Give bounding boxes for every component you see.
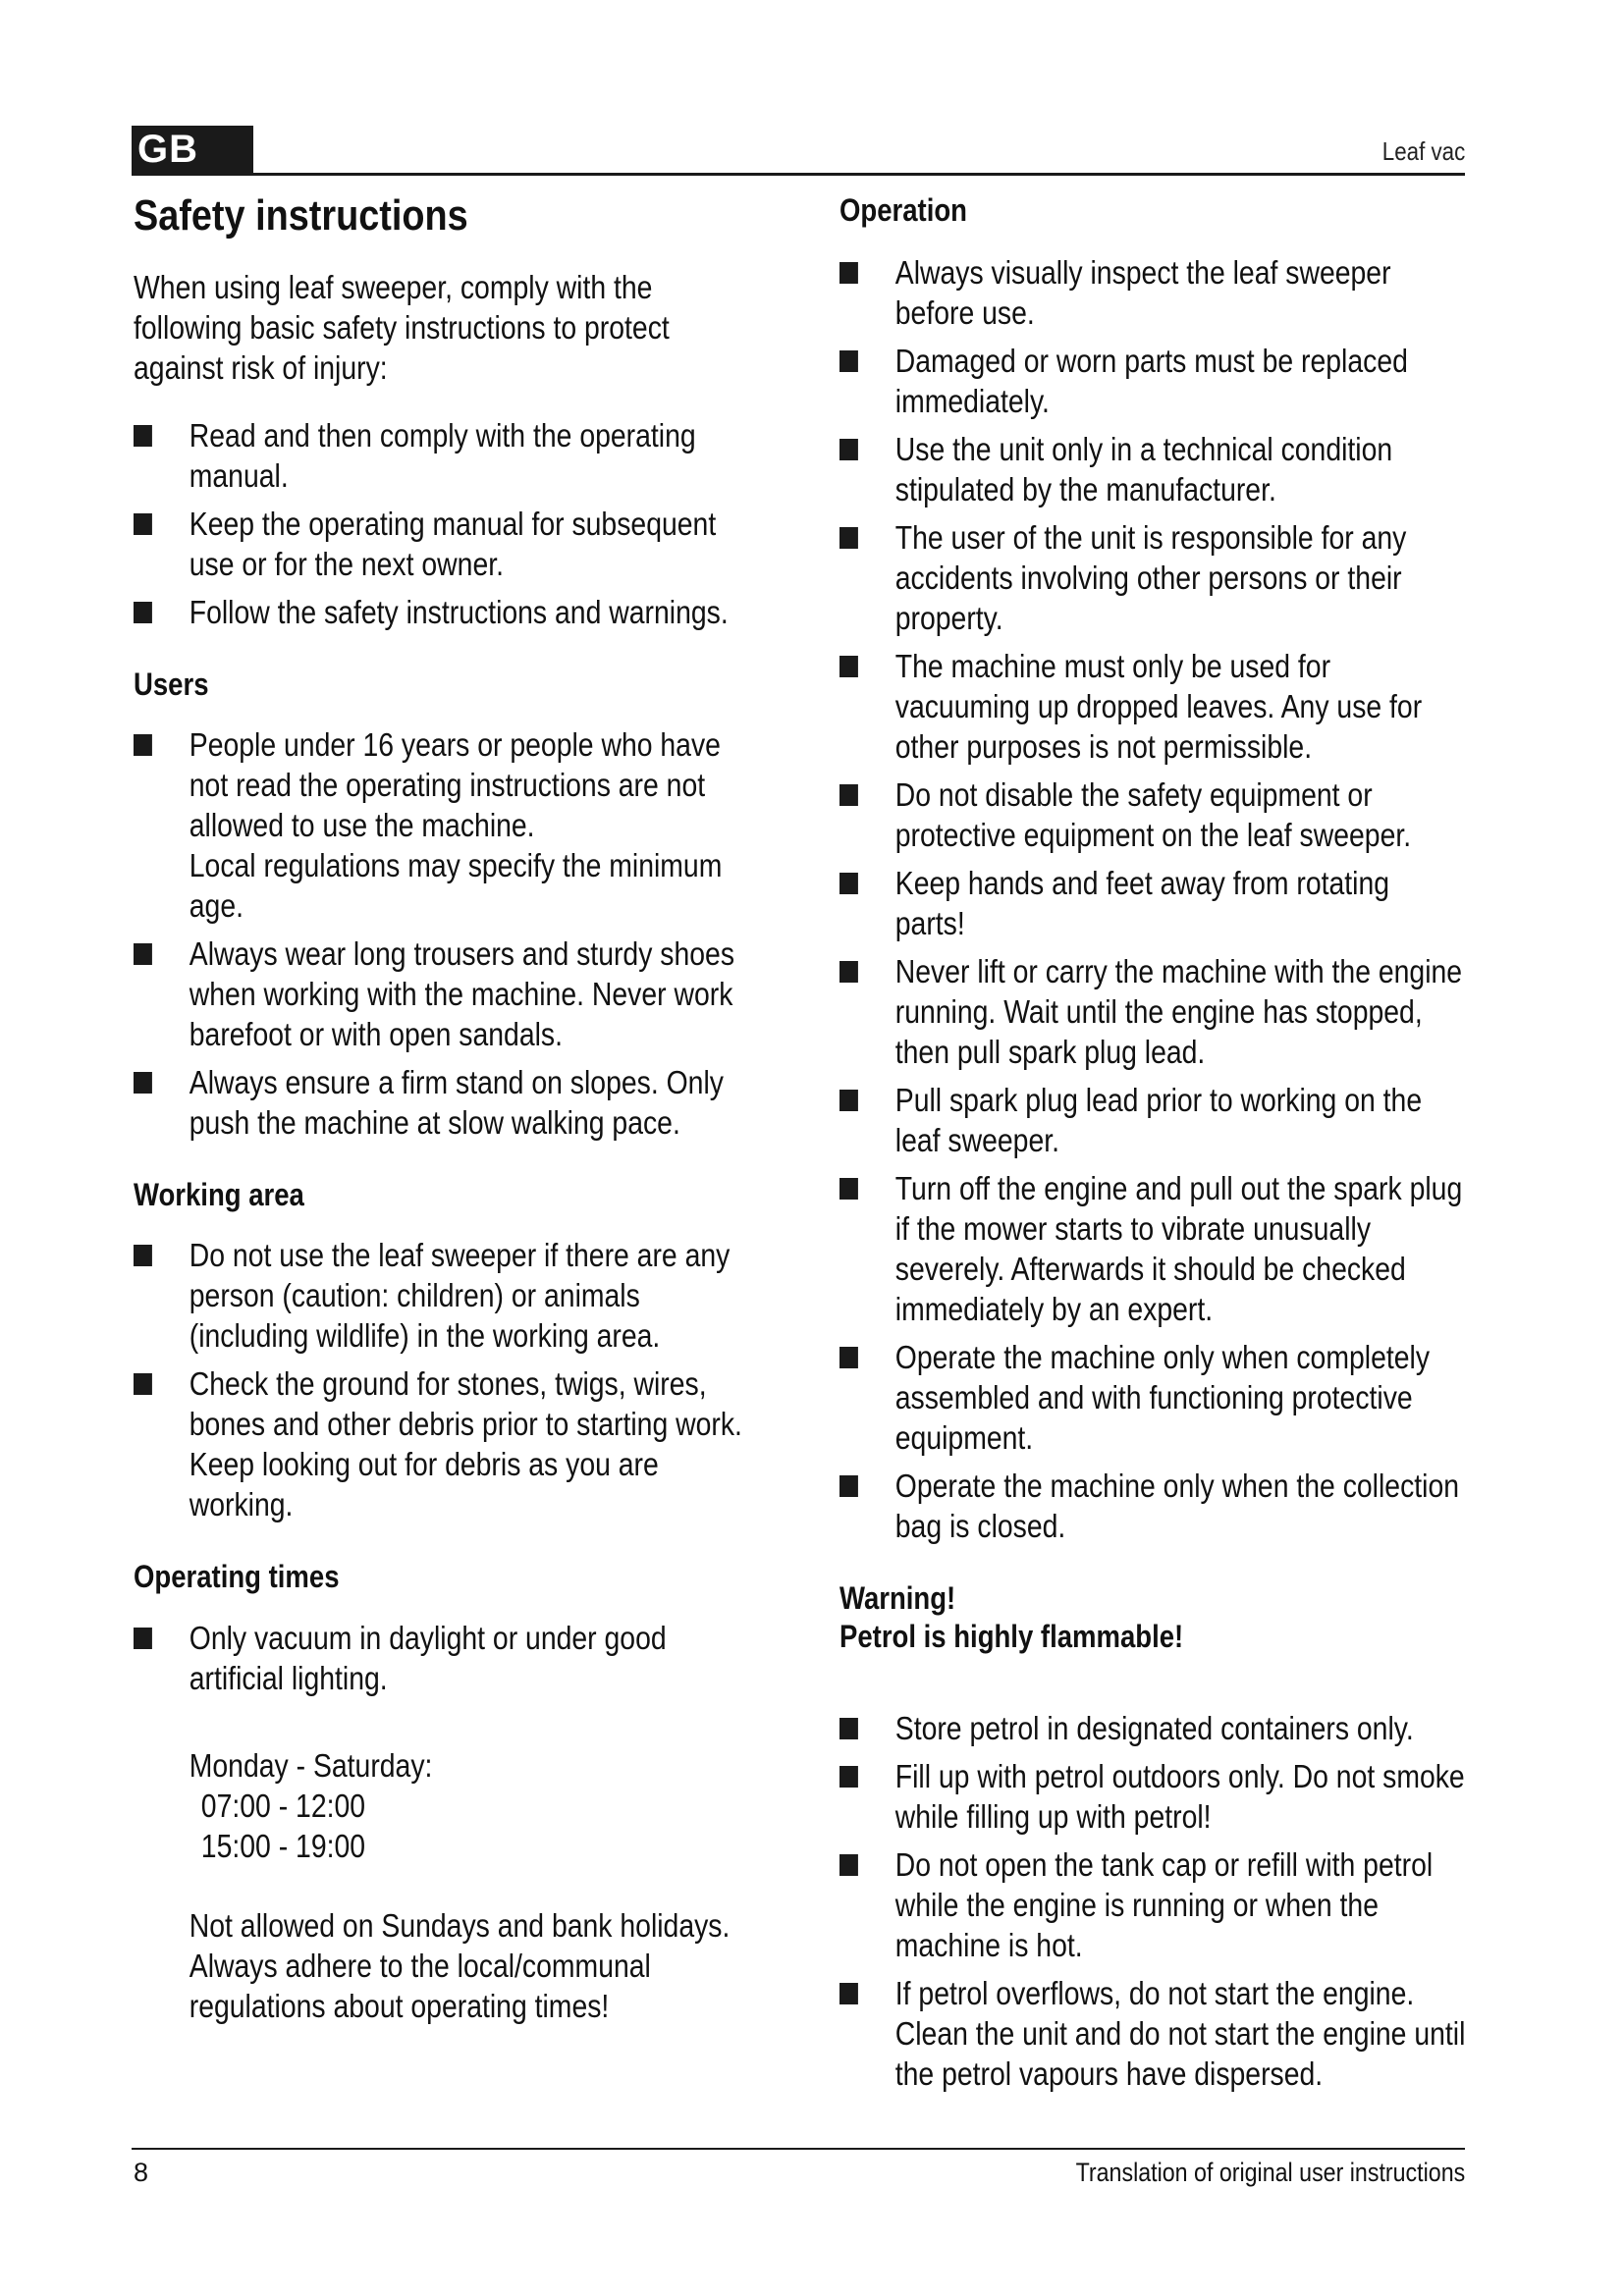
list-item: People under 16 years or people who have not read the operating instructions are not allowed to use the machine. Local regulations may specify the minimum age.	[134, 724, 760, 926]
operation-list	[839, 252, 1466, 1546]
footer-text: Translation of original user instructions	[1075, 2158, 1465, 2187]
bullet-icon	[839, 961, 858, 983]
section-heading-working-area: Working area	[134, 1176, 304, 1212]
page-title: Safety instructions	[134, 191, 468, 240]
bullet-icon	[839, 1475, 858, 1497]
bullet-icon	[839, 262, 858, 284]
bullet-icon	[839, 656, 858, 677]
bullet-icon	[839, 1766, 858, 1788]
list-item: If petrol overflows, do not start the engine. Clean the unit and do not start the engine until the petrol vapours have dispersed.	[839, 1973, 1466, 2094]
adhere-note: Always adhere to the local/communal regulations about operating times!	[189, 1947, 651, 2024]
intro-paragraph: When using leaf sweeper, comply with the following basic safety instructions to protect against risk of injury:	[134, 268, 670, 386]
list-item: Keep the operating manual for subsequent use or for the next owner.	[134, 504, 760, 584]
list-item: Operate the machine only when completely assembled and with functioning protective equipment.	[839, 1337, 1466, 1458]
bullet-icon	[134, 943, 152, 965]
bullet-icon	[134, 602, 152, 623]
list-item: Only vacuum in daylight or under good artificial lighting.	[134, 1618, 760, 1698]
header-title: Leaf vac	[1381, 136, 1465, 166]
bullet-icon	[839, 1854, 858, 1876]
warning-subheading: Petrol is highly flammable!	[839, 1618, 1184, 1654]
page-number: 8	[134, 2158, 149, 2187]
working-area-list	[134, 1235, 760, 1524]
users-list	[134, 724, 760, 1143]
list-item: Follow the safety instructions and warnings.	[134, 592, 760, 632]
list-item: Keep hands and feet away from rotating parts!	[839, 863, 1466, 943]
warning-block	[839, 1579, 1466, 1655]
bullet-icon	[839, 873, 858, 894]
bullet-icon	[134, 1245, 152, 1266]
bullet-icon	[839, 1178, 858, 1200]
bullet-icon	[134, 425, 152, 447]
bullet-icon	[134, 1373, 152, 1395]
list-item: Do not disable the safety equipment or protective equipment on the leaf sweeper.	[839, 774, 1466, 855]
bullet-icon	[134, 734, 152, 756]
list-item: Check the ground for stones, twigs, wires, bones and other debris prior to starting work. Keep looking out for debris as you are working.	[134, 1363, 760, 1524]
list-item: Damaged or worn parts must be replaced immediately.	[839, 341, 1466, 421]
not-allowed-note: Not allowed on Sundays and bank holidays.	[189, 1906, 731, 1944]
bullet-icon	[839, 527, 858, 549]
bullet-icon	[839, 439, 858, 460]
list-item: Operate the machine only when the collection bag is closed.	[839, 1466, 1466, 1546]
section-heading-users: Users	[134, 666, 209, 702]
page-header	[132, 126, 1465, 176]
operating-times-details	[189, 1706, 761, 2026]
list-item: Pull spark plug lead prior to working on the leaf sweeper.	[839, 1080, 1466, 1160]
list-item: The user of the unit is responsible for any accidents involving other persons or their property.	[839, 517, 1466, 638]
list-item: Always wear long trousers and sturdy shoes when working with the machine. Never work barefoot or with open sandals.	[134, 934, 760, 1054]
warning-heading: Warning!	[839, 1580, 956, 1617]
intro-list	[134, 415, 760, 632]
time-slot-afternoon: 15:00 - 19:00	[200, 1827, 366, 1864]
warning-list	[839, 1708, 1466, 2094]
list-item: Read and then comply with the operating manual.	[134, 415, 760, 496]
bullet-icon	[839, 1983, 858, 2004]
list-item: Do not open the tank cap or refill with petrol while the engine is running or when the machine is hot.	[839, 1844, 1466, 1965]
list-item: Always ensure a firm stand on slopes. Only push the machine at slow walking pace.	[134, 1062, 760, 1143]
bullet-icon	[134, 1628, 152, 1649]
days-label: Monday - Saturday:	[189, 1746, 433, 1784]
list-item: Turn off the engine and pull out the spark plug if the mower starts to vibrate unusually severely. Afterwards it should be checked immediately by an expert.	[839, 1168, 1466, 1329]
right-column	[839, 191, 1468, 2102]
bullet-icon	[839, 350, 858, 372]
operating-times-list	[134, 1618, 760, 1698]
list-item: Never lift or carry the machine with the engine running. Wait until the engine has stopped, then pull spark plug lead.	[839, 951, 1466, 1072]
bullet-icon	[839, 1090, 858, 1111]
page-footer	[132, 2148, 1465, 2187]
list-item: Always visually inspect the leaf sweeper before use.	[839, 252, 1466, 333]
list-item: Use the unit only in a technical condition stipulated by the manufacturer.	[839, 429, 1466, 509]
bullet-icon	[134, 1072, 152, 1094]
list-item: Store petrol in designated containers only.	[839, 1708, 1466, 1748]
bullet-icon	[839, 784, 858, 806]
section-heading-operation: Operation	[839, 192, 967, 228]
bullet-icon	[134, 513, 152, 535]
time-slot-morning: 07:00 - 12:00	[200, 1787, 366, 1824]
list-item: Do not use the leaf sweeper if there are any person (caution: children) or animals (including wildlife) in the working area.	[134, 1235, 760, 1356]
left-column	[134, 191, 762, 2026]
list-item: Fill up with petrol outdoors only. Do not smoke while filling up with petrol!	[839, 1756, 1466, 1837]
bullet-icon	[839, 1347, 858, 1368]
language-badge: GB	[132, 126, 253, 173]
section-heading-operating-times: Operating times	[134, 1559, 340, 1595]
list-item: The machine must only be used for vacuuming up dropped leaves. Any use for other purposes is not permissible.	[839, 646, 1466, 767]
bullet-icon	[839, 1718, 858, 1739]
